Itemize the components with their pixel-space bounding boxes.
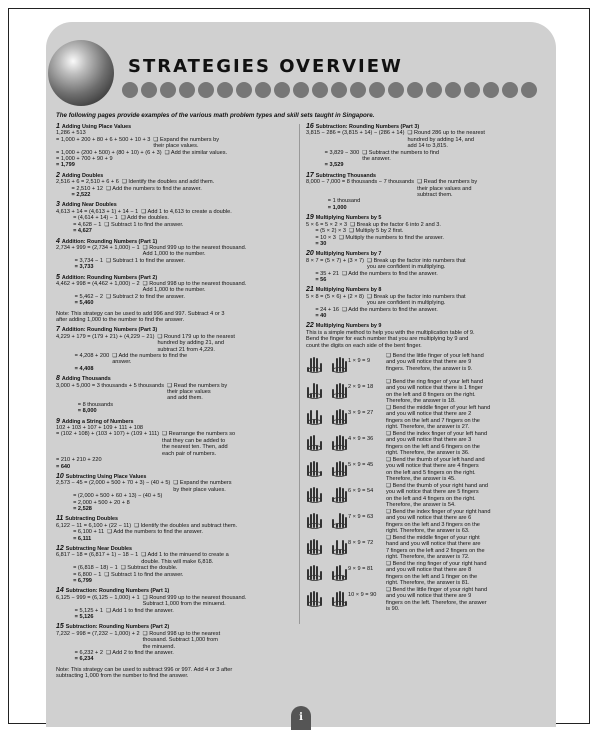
decorative-dot xyxy=(502,82,518,98)
step-note: ❑ Add 1 to 4,613 to create a double. xyxy=(141,208,232,215)
strategy-section xyxy=(56,376,296,414)
equation-row xyxy=(56,631,296,650)
section-number: 20 xyxy=(306,250,314,258)
answer: = 4,408 xyxy=(56,365,94,372)
finger-equation: 4 × 9 = 36 xyxy=(348,436,374,442)
equation-row xyxy=(56,192,296,198)
equation: 6,122 − 11 = 6,100 + (22 − 11) xyxy=(56,522,132,529)
equation: = (6,818 − 18) − 1 xyxy=(56,565,118,572)
finger-equation: 7 × 9 = 63 xyxy=(348,514,374,520)
step-note: ❑ Expand the numbers by their place values. xyxy=(153,136,220,150)
step-note: ❑ Add the numbers to find the answer. xyxy=(341,306,438,313)
strategy-section xyxy=(56,474,296,512)
equation: = 1,000 + (200 + 500) + (80 + 10) + (6 + 3) xyxy=(56,149,162,156)
strategy-section xyxy=(56,202,296,234)
equation: after adding 1,000 to the number to find the answer. xyxy=(56,316,185,323)
section-number: 5 xyxy=(56,273,60,281)
step-note: ❑ Multiply 5 by 2 first. xyxy=(348,228,404,235)
decorative-dot xyxy=(255,82,271,98)
equation: 1,286 + 513 xyxy=(56,130,86,137)
answer: = 56 xyxy=(306,276,327,283)
finger-row xyxy=(306,405,546,430)
equation-row xyxy=(306,307,546,313)
finger-row xyxy=(306,379,546,404)
step-note: ❑ Break up the factor into numbers that you are confident in multiplying. xyxy=(367,257,466,271)
finger-equation: 6 × 9 = 54 xyxy=(348,488,374,494)
strategy-section xyxy=(56,516,296,542)
section-number: 11 xyxy=(56,515,64,523)
strategy-section xyxy=(306,251,546,283)
section-title: Addition: Rounding Numbers (Part 2) xyxy=(61,274,158,281)
decorative-dot xyxy=(160,82,176,98)
equation: 2,573 − 45 = (2,000 + 500 + 70 + 3) − (40 + 5) xyxy=(56,480,171,487)
finger-explanation: ❑ Bend the little finger of your right hand and you will notice that there are 9 fingers on the left. Therefore, the answer is 90. xyxy=(386,587,488,613)
hands-icon xyxy=(306,353,348,373)
answer: = 6,799 xyxy=(56,578,92,584)
step-note: ❑ Add the numbers to find the answer. xyxy=(341,270,438,277)
equation-row xyxy=(56,281,296,294)
equation: Bend the finger for each number that you are multiplying by 9 and xyxy=(306,336,469,343)
equation: 102 + 103 + 107 + 109 + 111 + 108 xyxy=(56,425,144,432)
hands-icon xyxy=(306,561,348,581)
equation-row xyxy=(306,294,546,307)
strategy-section xyxy=(306,287,546,319)
strategy-section xyxy=(56,239,296,271)
decorative-dot xyxy=(141,82,157,98)
step-note: ❑ Rearrange the numbers so that they can be added to the nearest ten. Then, add each pair of numbers. xyxy=(162,431,236,457)
equation-row xyxy=(306,205,546,211)
equation-row xyxy=(56,162,296,168)
section-title: Subtraction: Rounding Numbers (Part 1) xyxy=(65,588,170,595)
step-note: ❑ Expand the numbers by their place values. xyxy=(173,480,232,493)
finger-explanation: ❑ Bend the thumb of your right hand and you will notice that there are 5 fingers on the left and 4 fingers on the right. Therefore, the answer is 54. xyxy=(386,483,489,509)
equation: = 4,628 − 1 xyxy=(56,221,102,228)
step-note: ❑ Round 999 up to the nearest thousand. Subtract 1,000 from the minuend. xyxy=(142,594,247,608)
equation: 5 × 6 = 5 × 2 × 3 xyxy=(306,221,348,228)
equation: = (2,000 + 500 + 60 + 13) − (40 + 5) xyxy=(56,493,163,500)
strategy-section xyxy=(56,124,296,169)
decorative-dot xyxy=(350,82,366,98)
section-number: 14 xyxy=(56,587,64,595)
intro-text: The following pages provide examples of the various math problem types and skill sets taught in Singapore. xyxy=(56,112,375,119)
answer: = 5,460 xyxy=(56,300,94,307)
answer: = 640 xyxy=(56,463,71,470)
equation-row xyxy=(56,536,296,542)
step-note: ❑ Multiply the numbers to find the answer. xyxy=(338,234,444,241)
section-title: Multiplying Numbers by 5 xyxy=(315,215,382,222)
section-title: Multiplying Numbers by 9 xyxy=(315,323,382,330)
answer: = 5,126 xyxy=(56,614,94,621)
step-note: ❑ Round 998 up to the nearest thousand. Add 1,000 to the number. xyxy=(142,280,247,294)
equation-row xyxy=(56,578,296,584)
equation-row xyxy=(56,137,296,150)
strategy-section xyxy=(306,323,546,349)
equation: 2,734 + 999 = (2,734 + 1,000) − 1 xyxy=(56,244,140,251)
equation: = 1,000 + 700 + 90 + 9 xyxy=(56,156,113,163)
equation: 2,516 + 6 = 2,510 + 6 + 6 xyxy=(56,179,119,186)
decorative-dot xyxy=(369,82,385,98)
section-number: 22 xyxy=(306,322,314,330)
section-title: Multiplying Numbers by 8 xyxy=(315,287,382,294)
step-note: ❑ Round 999 up to the nearest thousand. Add 1,000 to the number. xyxy=(142,244,247,258)
answer: = 30 xyxy=(306,240,327,247)
equation-row xyxy=(306,258,546,271)
equation: = 2,000 + 500 + 20 + 8 xyxy=(56,499,130,506)
decorative-dot xyxy=(274,82,290,98)
section-number: 21 xyxy=(306,286,314,294)
strategy-section xyxy=(306,215,546,247)
finger-row xyxy=(306,561,546,586)
step-note: ❑ Subtract the double. xyxy=(120,565,178,572)
section-title: Subtracting Using Place Values xyxy=(65,473,147,480)
finger-explanation: ❑ Bend the little finger of your left hand and you will notice that there are 9 fingers. Therefore, the answer is 9. xyxy=(386,353,484,372)
decorative-dot xyxy=(426,82,442,98)
equation-row xyxy=(56,228,296,234)
finger-explanation: ❑ Bend the index finger of your left hand and you will notice that there are 3 fingers on the left and 6 fingers on the right. Therefore, the answer is 36. xyxy=(386,431,488,457)
equation-row xyxy=(56,317,296,323)
decorative-dot xyxy=(388,82,404,98)
section-title: Subtracting Near Doubles xyxy=(65,545,132,552)
equation-row xyxy=(56,529,296,535)
decorative-dot xyxy=(521,82,537,98)
step-note: ❑ Add the numbers to find the answer. xyxy=(112,353,188,366)
equation: 4,462 + 998 = (4,462 + 1,000) − 2 xyxy=(56,280,140,287)
strategy-section xyxy=(56,624,296,662)
equation-row xyxy=(306,235,546,241)
finger-explanation: ❑ Bend the middle finger of your right hand and you will notice that there are 7 fingers on the left and 2 fingers on the right. Therefore, the answer is 72. xyxy=(386,535,485,561)
finger-row xyxy=(306,483,546,508)
equation-row xyxy=(56,431,296,457)
equation-row xyxy=(306,343,546,349)
answer: = 3,733 xyxy=(56,264,94,271)
equation-row xyxy=(56,300,296,306)
equation: 3,815 − 286 = (3,815 + 14) − (286 + 14) xyxy=(306,130,405,137)
step-note: ❑ Subtract 1 to find the answer. xyxy=(104,571,184,578)
section-number: 15 xyxy=(56,623,64,631)
equation: = 3,829 − 300 xyxy=(306,149,360,156)
equation: 4,613 + 14 = (4,613 + 1) + 14 − 1 xyxy=(56,208,139,215)
equation: = 6,800 − 1 xyxy=(56,571,102,578)
equation: 6,817 − 18 = (6,817 + 1) − 18 − 1 xyxy=(56,552,139,559)
strategy-section xyxy=(56,588,296,620)
equation-row xyxy=(56,366,296,372)
answer: = 2,528 xyxy=(56,505,92,512)
step-note: ❑ Identify the doubles and subtract them. xyxy=(134,522,238,529)
section-number: 12 xyxy=(56,544,64,552)
equation: 5 × 8 = (5 × 6) + (2 × 8) xyxy=(306,293,364,300)
decorative-dot xyxy=(331,82,347,98)
equation: Note: This strategy can be used to subtract 996 or 997. Add 4 or 3 after xyxy=(56,666,233,673)
answer: = 8,000 xyxy=(56,408,97,415)
section-number: 7 xyxy=(56,326,60,334)
equation: = 6,100 + 11 xyxy=(56,529,105,536)
decorative-dot xyxy=(236,82,252,98)
step-note: ❑ Add 1 to find the answer. xyxy=(105,607,174,614)
step-note: ❑ Subtract the numbers to find the answer. xyxy=(362,149,440,163)
strategy-section xyxy=(56,275,296,307)
step-note: ❑ Add 2 to find the answer. xyxy=(105,650,174,657)
section-title: Subtracting Thousands xyxy=(315,172,376,179)
section-title: Subtraction: Rounding Numbers (Part 2) xyxy=(65,624,170,631)
step-note: ❑ Read the numbers by their place values and subtract them. xyxy=(417,179,478,199)
equation-row xyxy=(56,595,296,608)
equation-row xyxy=(56,552,296,565)
equation-row xyxy=(56,264,296,270)
strategy-section xyxy=(56,546,296,584)
equation: This is a simple method to help you with the multiplication table of 9. xyxy=(306,329,475,336)
equation: = 1 thousand xyxy=(306,198,361,205)
equation-row xyxy=(56,673,296,679)
section-number: 4 xyxy=(56,237,60,245)
equation: count the digits on each side of the bent finger. xyxy=(306,342,422,349)
finger-row xyxy=(306,509,546,534)
equation: 7,232 − 998 = (7,232 − 1,000) + 2 xyxy=(56,630,140,637)
equation: 4,229 + 179 = (179 + 21) + (4,229 − 21) xyxy=(56,333,155,340)
step-note: ❑ Break up the factor 6 into 2 and 3. xyxy=(350,221,441,228)
equation-row xyxy=(56,383,296,402)
hands-icon xyxy=(306,457,348,477)
finger-equation: 5 × 9 = 45 xyxy=(348,462,374,468)
strategy-section xyxy=(56,173,296,199)
step-note: ❑ Add the numbers to find the answer. xyxy=(107,529,203,536)
strategy-section xyxy=(56,419,296,470)
step-note: ❑ Read the numbers by their place values and add them. xyxy=(167,382,228,402)
hands-icon xyxy=(306,405,348,425)
decorative-dots xyxy=(122,82,537,98)
section-number: 9 xyxy=(56,417,60,425)
section-title: Adding Using Place Values xyxy=(61,124,132,130)
section-title: Addition: Rounding Numbers (Part 1) xyxy=(61,238,158,245)
step-note: ❑ Add the similar values. xyxy=(164,149,228,156)
answer: = 1,799 xyxy=(56,162,75,169)
decorative-dot xyxy=(483,82,499,98)
equation-row xyxy=(56,186,296,192)
finger-explanation: ❑ Bend the ring finger of your right hand and you will notice that there are 8 fingers on the left and 1 finger on the right. Therefore, the answer is 81. xyxy=(386,561,487,587)
equation: = 1,000 + 200 + 80 + 6 + 500 + 10 + 3 xyxy=(56,136,151,143)
equation: subtracting 1,000 from the number to find the answer. xyxy=(56,673,189,680)
left-column xyxy=(56,124,296,684)
equation-row xyxy=(56,572,296,578)
section-number: 17 xyxy=(306,171,314,179)
equation-row xyxy=(306,241,546,247)
decorative-dot xyxy=(464,82,480,98)
section-number: 3 xyxy=(56,201,60,209)
step-note: ❑ Round 179 up to the nearest hundred by adding 21, and subtract 21 from 4,229. xyxy=(157,333,235,353)
section-title: Adding a String of Numbers xyxy=(61,418,134,425)
decorative-dot xyxy=(122,82,138,98)
finger-row xyxy=(306,457,546,482)
finger-equation: 1 × 9 = 9 xyxy=(348,358,371,364)
equation: = (4,614 + 14) − 1 xyxy=(56,215,118,222)
equation-row xyxy=(56,480,296,493)
hands-icon xyxy=(306,509,348,529)
finger-row xyxy=(306,353,546,378)
equation: 3,000 + 5,000 = 3 thousands + 5 thousands xyxy=(56,382,165,389)
decorative-dot xyxy=(179,82,195,98)
answer: = 1,000 xyxy=(306,204,347,211)
step-note: ❑ Subtract 2 to find the answer. xyxy=(105,293,185,300)
step-note: ❑ Identify the doubles and add them. xyxy=(121,179,215,186)
finger-row xyxy=(306,587,546,612)
step-note: ❑ Add the numbers to find the answer. xyxy=(105,185,202,192)
decorative-dot xyxy=(293,82,309,98)
equation: = 4,208 + 200 xyxy=(56,353,110,359)
equation-row xyxy=(56,656,296,662)
equation-row xyxy=(306,150,546,163)
equation: = 210 + 210 + 220 xyxy=(56,457,102,464)
decorative-dot xyxy=(312,82,328,98)
answer: = 6,234 xyxy=(56,656,94,663)
step-note: ❑ Add the doubles. xyxy=(120,215,169,222)
section-number: 1 xyxy=(56,123,60,130)
page-title: STRATEGIES OVERVIEW xyxy=(128,56,403,77)
step-note: ❑ Round 286 up to the nearest hundred by adding 14, and add 14 to 3,815. xyxy=(407,130,485,150)
step-note: ❑ Subtract 1 to find the answer. xyxy=(105,257,185,264)
equation-row xyxy=(306,162,546,168)
equation: = (102 + 108) + (103 + 107) + (109 + 111) xyxy=(56,431,160,438)
section-title: Adding Near Doubles xyxy=(61,202,117,209)
hands-icon xyxy=(306,431,348,451)
finger-explanation: ❑ Bend the thumb of your left hand and you will notice that there are 4 fingers on the left and 5 fingers on the right. Therefore, the answer is 45. xyxy=(386,457,485,483)
step-note: ❑ Subtract 1 to find the answer. xyxy=(104,221,184,228)
step-note: ❑ Round 998 up to the nearest thousand. Subtract 1,000 from the minuend. xyxy=(142,630,221,650)
decorative-dot xyxy=(445,82,461,98)
section-number: 10 xyxy=(56,472,64,480)
page-number: i xyxy=(291,706,311,730)
equation: = 5,125 + 1 xyxy=(56,607,103,614)
decorative-sphere xyxy=(48,40,114,106)
equation-row xyxy=(306,130,546,149)
section-title: Addition: Rounding Numbers (Part 3) xyxy=(61,327,158,334)
equation: = (5 × 2) × 3 xyxy=(306,228,346,235)
finger-row xyxy=(306,535,546,560)
section-title: Subtracting Doubles xyxy=(65,516,118,523)
strategy-section xyxy=(306,173,546,211)
hands-icon xyxy=(306,535,348,555)
equation: = 3,734 − 1 xyxy=(56,257,103,264)
equation-row xyxy=(56,334,296,353)
hands-icon xyxy=(306,379,348,399)
equation-row xyxy=(56,408,296,414)
strategy-section xyxy=(56,667,296,680)
finger-explanation: ❑ Bend the ring finger of your left hand and you will notice that there is 1 finger on the left and 8 fingers on the right. Therefore, the answer is 18. xyxy=(386,379,484,405)
finger-equation: 3 × 9 = 27 xyxy=(348,410,374,416)
finger-explanation: ❑ Bend the index finger of your right hand and you will notice that there are 6 fingers on the left and 3 fingers on the right. Therefore, the answer is 63. xyxy=(386,509,491,535)
equation: = 6,232 + 2 xyxy=(56,650,103,657)
section-title: Multiplying Numbers by 7 xyxy=(315,251,382,258)
equation-row xyxy=(306,277,546,283)
right-column xyxy=(306,124,546,613)
finger-row xyxy=(306,431,546,456)
finger-equation: 9 × 9 = 81 xyxy=(348,566,374,572)
equation-row xyxy=(56,464,296,470)
equation: 8,000 − 7,000 = 8 thousands − 7 thousands xyxy=(306,179,415,186)
equation: Note: This strategy can be used to add 996 and 997. Subtract 4 or 3 xyxy=(56,310,225,317)
equation: 6,125 − 999 = (6,125 − 1,000) + 1 xyxy=(56,594,140,601)
equation-row xyxy=(56,506,296,512)
step-note: ❑ Add 1 to the minuend to create a double. This will make 6,818. xyxy=(141,552,229,565)
section-number: 2 xyxy=(56,171,60,179)
equation: = 10 × 3 xyxy=(306,234,336,241)
finger-explanation: ❑ Bend the middle finger of your left hand and you will notice that there are 2 fingers on the left and 7 fingers on the right. Therefore, the answer is 27. xyxy=(386,405,491,431)
equation-row xyxy=(306,179,546,198)
decorative-dot xyxy=(217,82,233,98)
answer: = 6,111 xyxy=(56,535,92,542)
equation-row xyxy=(306,271,546,277)
hands-icon xyxy=(306,587,348,607)
equation-row xyxy=(56,222,296,228)
section-title: Adding Thousands xyxy=(61,376,111,383)
equation-row xyxy=(56,245,296,258)
decorative-dot xyxy=(407,82,423,98)
equation: = 5,462 − 2 xyxy=(56,293,103,300)
strategy-section xyxy=(306,124,546,169)
section-number: 19 xyxy=(306,214,314,222)
decorative-dot xyxy=(198,82,214,98)
column-divider xyxy=(299,124,300,624)
equation-row xyxy=(56,614,296,620)
answer: = 2,522 xyxy=(56,192,91,199)
finger-equation: 10 × 9 = 90 xyxy=(348,592,377,598)
equation: = 35 + 21 xyxy=(306,270,339,277)
answer: = 40 xyxy=(306,312,327,319)
equation-row xyxy=(306,313,546,319)
finger-equation: 2 × 9 = 18 xyxy=(348,384,374,390)
answer: = 3,529 xyxy=(306,162,344,169)
equation: = 8 thousands xyxy=(56,401,114,408)
equation-row xyxy=(56,353,296,366)
equation: 8 × 7 = (5 × 7) + (3 × 7) xyxy=(306,257,364,264)
hands-icon xyxy=(306,483,348,503)
section-number: 8 xyxy=(56,375,60,383)
equation: = 24 + 16 xyxy=(306,306,339,313)
section-title: Adding Doubles xyxy=(61,172,104,179)
step-note: ❑ Break up the factor into numbers that you are confident in multiplying. xyxy=(367,293,466,307)
equation: = 2,510 + 12 xyxy=(56,185,103,192)
strategy-section xyxy=(56,311,296,324)
answer: = 4,627 xyxy=(56,228,92,235)
finger-multiplication-list xyxy=(306,353,546,612)
section-number: 16 xyxy=(306,123,314,130)
finger-equation: 8 × 9 = 72 xyxy=(348,540,374,546)
section-title: Subtraction: Rounding Numbers (Part 3) xyxy=(315,124,420,130)
strategy-section xyxy=(56,327,296,372)
